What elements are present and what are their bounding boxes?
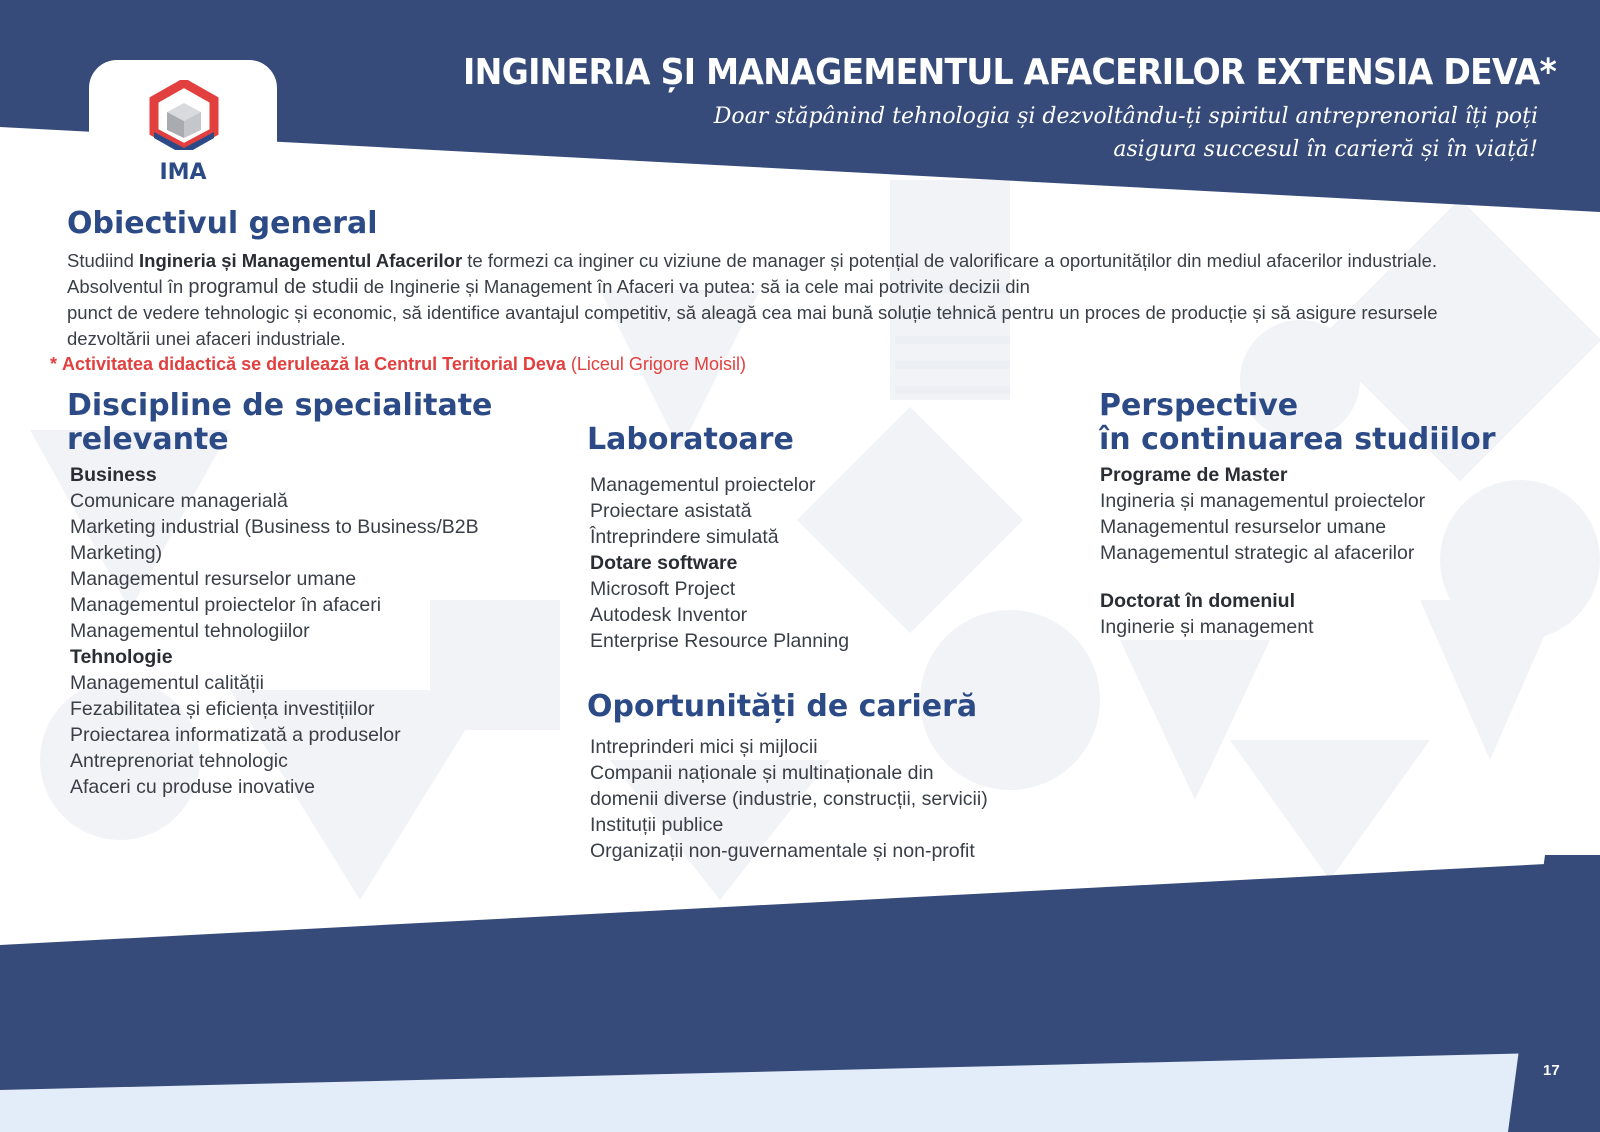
note-location: (Liceul Grigore Moisil): [570, 354, 746, 374]
list-item: Marketing): [70, 542, 163, 564]
objective-heading: Obiectivul general: [67, 206, 378, 241]
note-bold-text: Activitatea didactică se derulează la Centrul Teritorial Deva: [62, 354, 566, 374]
objective-study-program: programul de studii: [188, 276, 359, 298]
list-item: Managementul strategic al afacerilor: [1100, 542, 1415, 564]
logo-card: [89, 60, 277, 210]
list-item: Proiectarea informatizată a produselor: [70, 724, 401, 746]
discipline-heading-line: Discipline de specialitate: [67, 388, 493, 423]
page-title: INGINERIA ȘI MANAGEMENTUL AFACERILOR EXTENSIA DEVA*: [462, 52, 1556, 93]
page-number: 17: [1543, 1062, 1560, 1079]
list-item: Proiectare asistată: [590, 500, 752, 522]
objective-paragraph: [67, 248, 1497, 352]
list-item: Managementul proiectelor în afaceri: [70, 594, 382, 616]
list-item: Ingineria și managementul proiectelor: [1100, 490, 1426, 512]
list-item: Intreprinderi mici și mijlocii: [590, 736, 818, 758]
doctorat-list: [1100, 588, 1314, 640]
objective-program-name: Ingineria și Managementul Afacerilor: [139, 250, 463, 271]
list-item: Managementul resurselor umane: [1100, 516, 1387, 538]
header-slogan: [698, 100, 1538, 166]
objective-text: Studiind: [67, 250, 139, 271]
list-item: Afaceri cu produse inovative: [70, 776, 315, 798]
list-item: Managementul calității: [70, 672, 265, 694]
slogan-line: Doar stăpânind tehnologia și dezvoltându-ți spiritul antreprenorial îți poți: [713, 104, 1538, 129]
objective-text: punct de vedere tehnologic și economic, să identifice avantajul competitiv, să aleagă cea mai bună soluție tehnică pentru un proces de producție și să asigure resursele dezvoltării unei afaceri industriale.: [67, 302, 1438, 349]
list-item: Microsoft Project: [590, 578, 736, 600]
master-list: [1100, 462, 1425, 566]
master-label: Programe de Master: [1100, 464, 1288, 486]
list-item: Dotare software: [590, 552, 738, 574]
list-item: domenii diverse (industrie, construcții, servicii): [590, 788, 988, 810]
list-item: Organizații non-guvernamentale și non-profit: [590, 840, 975, 862]
objective-text: de Inginerie și Management în Afaceri va putea: să ia cele mai potrivite decizii din: [358, 276, 1030, 297]
list-item: Comunicare managerială: [70, 490, 288, 512]
hexagon-cube-icon: [149, 80, 219, 150]
discipline-heading: [67, 389, 492, 457]
location-note: [50, 354, 746, 375]
cariera-list: [590, 734, 988, 864]
perspective-heading-line: în continuarea studiilor: [1099, 422, 1496, 457]
logo-text: IMA: [159, 160, 207, 185]
list-item: Business: [70, 464, 157, 486]
list-item: Fezabilitatea și eficiența investițiilor: [70, 698, 375, 720]
laboratoare-list: [590, 472, 849, 654]
objective-text: te formezi ca inginer cu viziune de manager și potențial de valorificare a oportunităților din mediul afacerilor industriale. Absolventul în: [67, 250, 1437, 297]
list-item: Managementul proiectelor: [590, 474, 816, 496]
cariera-heading: Oportunități de carieră: [587, 689, 978, 724]
list-item: Instituții publice: [590, 814, 724, 836]
list-item: Autodesk Inventor: [590, 604, 748, 626]
doctorat-label: Doctorat în domeniul: [1100, 590, 1295, 612]
discipline-heading-line: relevante: [67, 422, 229, 457]
list-item: Companii naționale și multinaționale din: [590, 762, 934, 784]
list-item: Inginerie și management: [1100, 616, 1314, 638]
list-item: Marketing industrial (Business to Business/B2B: [70, 516, 479, 538]
list-item: Managementul resurselor umane: [70, 568, 357, 590]
note-star: *: [50, 354, 58, 374]
slogan-line: asigura succesul în carieră și în viață!: [1113, 137, 1538, 162]
list-item: Tehnologie: [70, 646, 173, 668]
discipline-list: [70, 462, 479, 800]
laboratoare-heading: Laboratoare: [587, 422, 794, 457]
list-item: Managementul tehnologiilor: [70, 620, 310, 642]
list-item: Antreprenoriat tehnologic: [70, 750, 288, 772]
list-item: Enterprise Resource Planning: [590, 630, 850, 652]
perspective-heading: [1099, 389, 1496, 457]
perspective-heading-line: Perspective: [1099, 388, 1299, 423]
list-item: Întreprindere simulată: [590, 526, 779, 548]
